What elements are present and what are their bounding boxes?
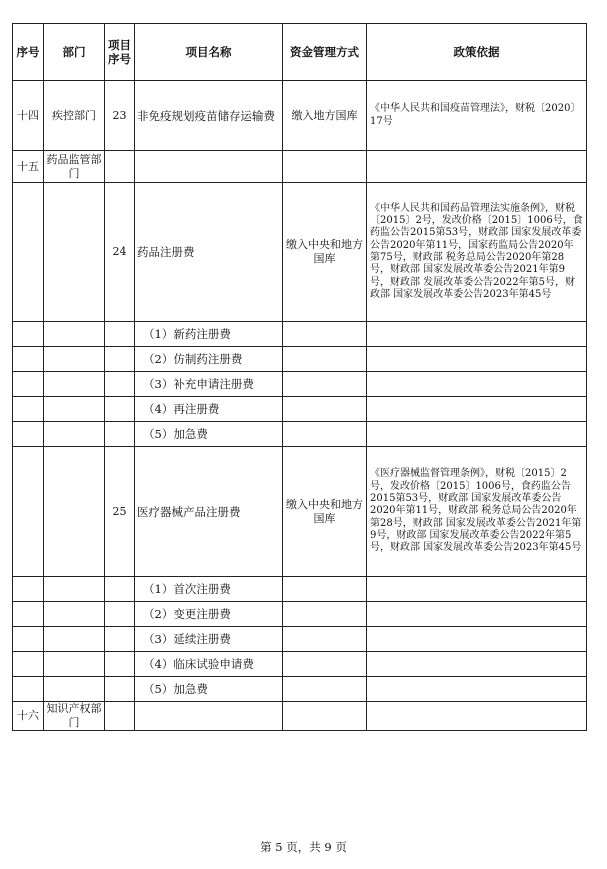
cell-item-no (105, 422, 135, 447)
cell-dept: 药品监管部门 (44, 151, 105, 183)
header-row (13, 24, 587, 81)
cell-item-no (105, 397, 135, 422)
cell-policy (367, 677, 587, 702)
cell-item-no (105, 577, 135, 602)
cell-item-no (105, 627, 135, 652)
cell-seq (13, 447, 44, 577)
cell-item-no (105, 702, 135, 731)
cell-dept (44, 577, 105, 602)
cell-seq (13, 183, 44, 322)
cell-item-name: （5）加急费 (135, 422, 283, 447)
cell-fund (283, 347, 367, 372)
cell-item-name (135, 151, 283, 183)
cell-policy (367, 397, 587, 422)
cell-policy (367, 151, 587, 183)
cell-policy (367, 422, 587, 447)
cell-item-no (105, 151, 135, 183)
cell-seq (13, 397, 44, 422)
cell-seq (13, 627, 44, 652)
table-row (13, 602, 587, 627)
cell-fund (283, 627, 367, 652)
cell-fund (283, 422, 367, 447)
cell-fund (283, 677, 367, 702)
cell-seq (13, 372, 44, 397)
cell-item-name: （3）延续注册费 (135, 627, 283, 652)
cell-dept (44, 322, 105, 347)
cell-item-no (105, 322, 135, 347)
table-row (13, 183, 587, 322)
cell-dept (44, 183, 105, 322)
page-footer: 第 5 页，共 9 页 (260, 840, 347, 854)
cell-seq (13, 347, 44, 372)
cell-dept: 疾控部门 (44, 81, 105, 151)
cell-seq: 十五 (13, 151, 44, 183)
table-row (13, 422, 587, 447)
cell-fund: 缴入地方国库 (283, 81, 367, 151)
cell-dept (44, 652, 105, 677)
cell-seq (13, 677, 44, 702)
table-row (13, 81, 587, 151)
cell-dept (44, 397, 105, 422)
table-row (13, 151, 587, 183)
table-row (13, 677, 587, 702)
header-fund: 资金管理方式 (283, 24, 367, 81)
cell-policy (367, 347, 587, 372)
cell-item-no: 24 (105, 183, 135, 322)
header-item-name: 项目名称 (135, 24, 283, 81)
header-seq: 序号 (13, 24, 44, 81)
cell-seq (13, 577, 44, 602)
table-row (13, 627, 587, 652)
cell-item-no: 25 (105, 447, 135, 577)
cell-item-name: （2）变更注册费 (135, 602, 283, 627)
cell-item-name: （2）仿制药注册费 (135, 347, 283, 372)
cell-fund (283, 702, 367, 731)
table-body (13, 81, 587, 731)
cell-policy: 《中华人民共和国疫苗管理法》，财税〔2020〕17号 (367, 81, 587, 151)
cell-item-no (105, 372, 135, 397)
cell-dept (44, 602, 105, 627)
cell-policy (367, 652, 587, 677)
table-row (13, 397, 587, 422)
cell-item-name: （4）临床试验申请费 (135, 652, 283, 677)
cell-fund (283, 372, 367, 397)
cell-item-name: （1）首次注册费 (135, 577, 283, 602)
cell-seq (13, 422, 44, 447)
table-row (13, 447, 587, 577)
cell-fund: 缴入中央和地方国库 (283, 183, 367, 322)
cell-dept (44, 347, 105, 372)
header-item-no: 项目 序号 (105, 24, 135, 81)
cell-dept (44, 627, 105, 652)
cell-fund (283, 577, 367, 602)
cell-fund (283, 652, 367, 677)
cell-policy (367, 577, 587, 602)
cell-item-name: （3）补充申请注册费 (135, 372, 283, 397)
cell-dept (44, 447, 105, 577)
cell-dept (44, 372, 105, 397)
cell-policy (367, 372, 587, 397)
cell-dept: 知识产权部门 (44, 702, 105, 731)
cell-fund: 缴入中央和地方国库 (283, 447, 367, 577)
cell-item-name (135, 702, 283, 731)
cell-item-no (105, 652, 135, 677)
cell-policy: 《中华人民共和国药品管理法实施条例》，财税〔2015〕2号，发改价格〔2015〕1006号，食药监公告2015第53号，财政部 国家发展改革委公告2020年第11号，国家药监局公告2020年第75号，财政部 税务总局公告2020年第28号，财政部 国家发展改革委公告2021年第9号，财政部 发展改革委公告2022年第5号，财政部 国家发展改革委公告2023年第45号 (367, 183, 587, 322)
cell-policy: 《医疗器械监督管理条例》，财税〔2015〕2号，发改价格〔2015〕1006号，食药监公告2015第53号，财政部 国家发展改革委公告2020年第11号，财政部 税务总局公告2020年第28号，财政部 国家发展改革委公告2021年第9号，财政部 国家发展改革委公告2022年第5号，财政部 国家发展改革委公告2023年第45号 (367, 447, 587, 577)
cell-fund (283, 322, 367, 347)
cell-item-no: 23 (105, 81, 135, 151)
cell-fund (283, 602, 367, 627)
cell-seq (13, 602, 44, 627)
cell-dept (44, 422, 105, 447)
cell-item-name: （1）新药注册费 (135, 322, 283, 347)
cell-policy (367, 702, 587, 731)
header-policy: 政策依据 (367, 24, 587, 81)
cell-item-name: 医疗器械产品注册费 (135, 447, 283, 577)
cell-item-name: （5）加急费 (135, 677, 283, 702)
cell-seq (13, 322, 44, 347)
cell-item-name: 非免疫规划疫苗储存运输费 (135, 81, 283, 151)
cell-seq (13, 652, 44, 677)
fee-table (12, 23, 587, 731)
cell-policy (367, 627, 587, 652)
table-row (13, 347, 587, 372)
cell-item-no (105, 347, 135, 372)
table-row (13, 652, 587, 677)
table-row (13, 372, 587, 397)
cell-dept (44, 677, 105, 702)
cell-item-name: （4）再注册费 (135, 397, 283, 422)
cell-seq: 十六 (13, 702, 44, 731)
header-dept: 部门 (44, 24, 105, 81)
cell-item-no (105, 602, 135, 627)
cell-item-no (105, 677, 135, 702)
cell-policy (367, 602, 587, 627)
cell-fund (283, 151, 367, 183)
cell-item-name: 药品注册费 (135, 183, 283, 322)
cell-policy (367, 322, 587, 347)
table-row (13, 702, 587, 731)
table-row (13, 322, 587, 347)
cell-seq: 十四 (13, 81, 44, 151)
table-row (13, 577, 587, 602)
cell-fund (283, 397, 367, 422)
